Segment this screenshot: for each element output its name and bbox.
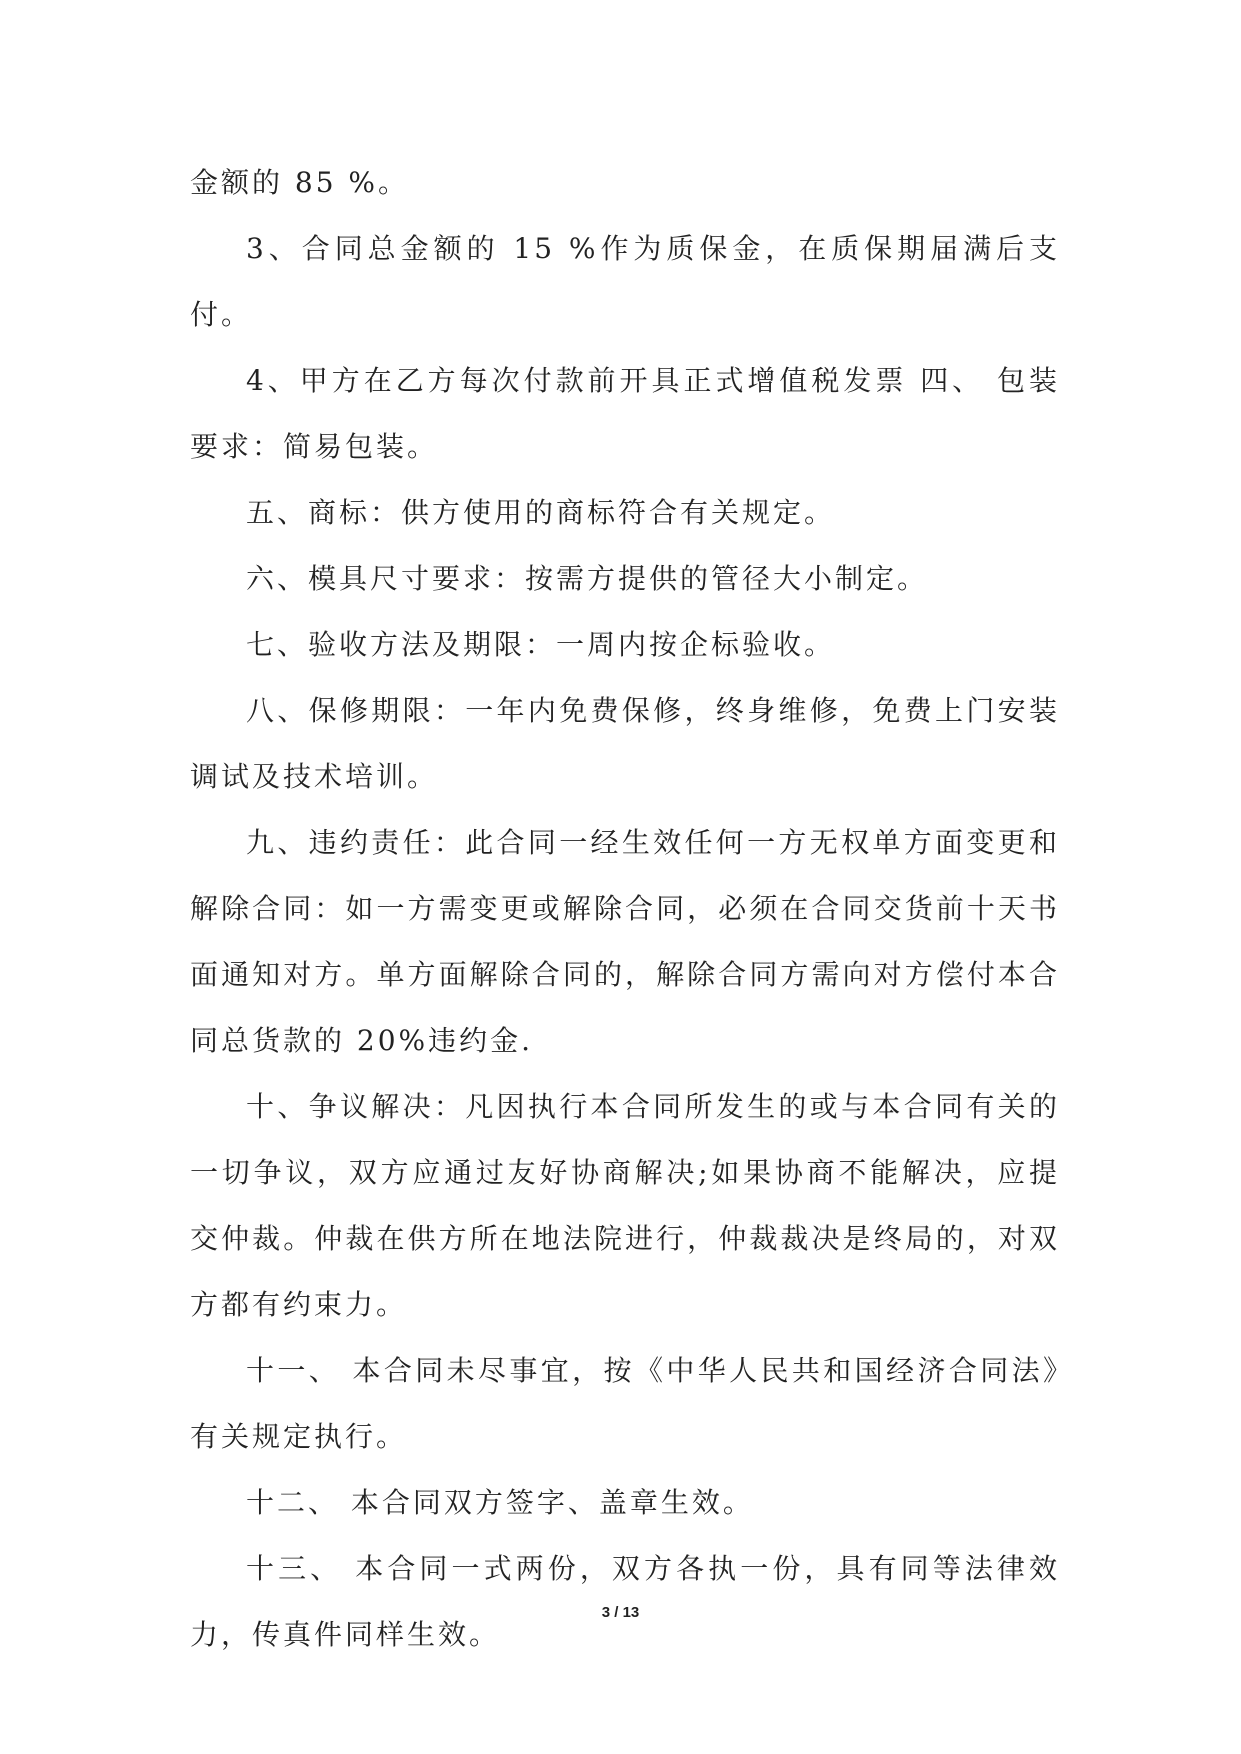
paragraph-3: 4、甲方在乙方每次付款前开具正式增值税发票 四、 包装要求：简易包装。 bbox=[190, 364, 1060, 463]
paragraph-10: 十一、 本合同未尽事宜，按《中华人民共和国经济合同法》有关规定执行。 bbox=[190, 1354, 1060, 1453]
paragraph-2: 3、合同总金额的 15 %作为质保金，在质保期届满后支付。 bbox=[190, 232, 1060, 331]
paragraph-7: 八、保修期限：一年内免费保修，终身维修，免费上门安装调试及技术培训。 bbox=[190, 694, 1060, 793]
paragraph-6: 七、验收方法及期限：一周内按企标验收。 bbox=[246, 628, 836, 661]
document-body bbox=[190, 150, 1060, 1668]
paragraph-5: 六、模具尺寸要求：按需方提供的管径大小制定。 bbox=[246, 562, 929, 595]
paragraph-8: 九、违约责任：此合同一经生效任何一方无权单方面变更和解除合同：如一方需变更或解除合同，必须在合同交货前十天书面通知对方。单方面解除合同的，解除合同方需向对方偿付本合同总货款的 20%违约金. bbox=[190, 826, 1060, 1057]
paragraph-4: 五、商标：供方使用的商标符合有关规定。 bbox=[246, 496, 836, 529]
paragraph-1: 金额的 85 %。 bbox=[190, 166, 410, 199]
page-number: 3 / 13 bbox=[601, 1604, 640, 1621]
paragraph-12: 十三、 本合同一式两份，双方各执一份，具有同等法律效力，传真件同样生效。 bbox=[190, 1552, 1060, 1651]
paragraph-9: 十、争议解决：凡因执行本合同所发生的或与本合同有关的一切争议，双方应通过友好协商解决;如果协商不能解决，应提交仲裁。仲裁在供方所在地法院进行，仲裁裁决是终局的，对双方都有约束力。 bbox=[190, 1090, 1060, 1321]
paragraph-11: 十二、 本合同双方签字、盖章生效。 bbox=[246, 1486, 754, 1519]
